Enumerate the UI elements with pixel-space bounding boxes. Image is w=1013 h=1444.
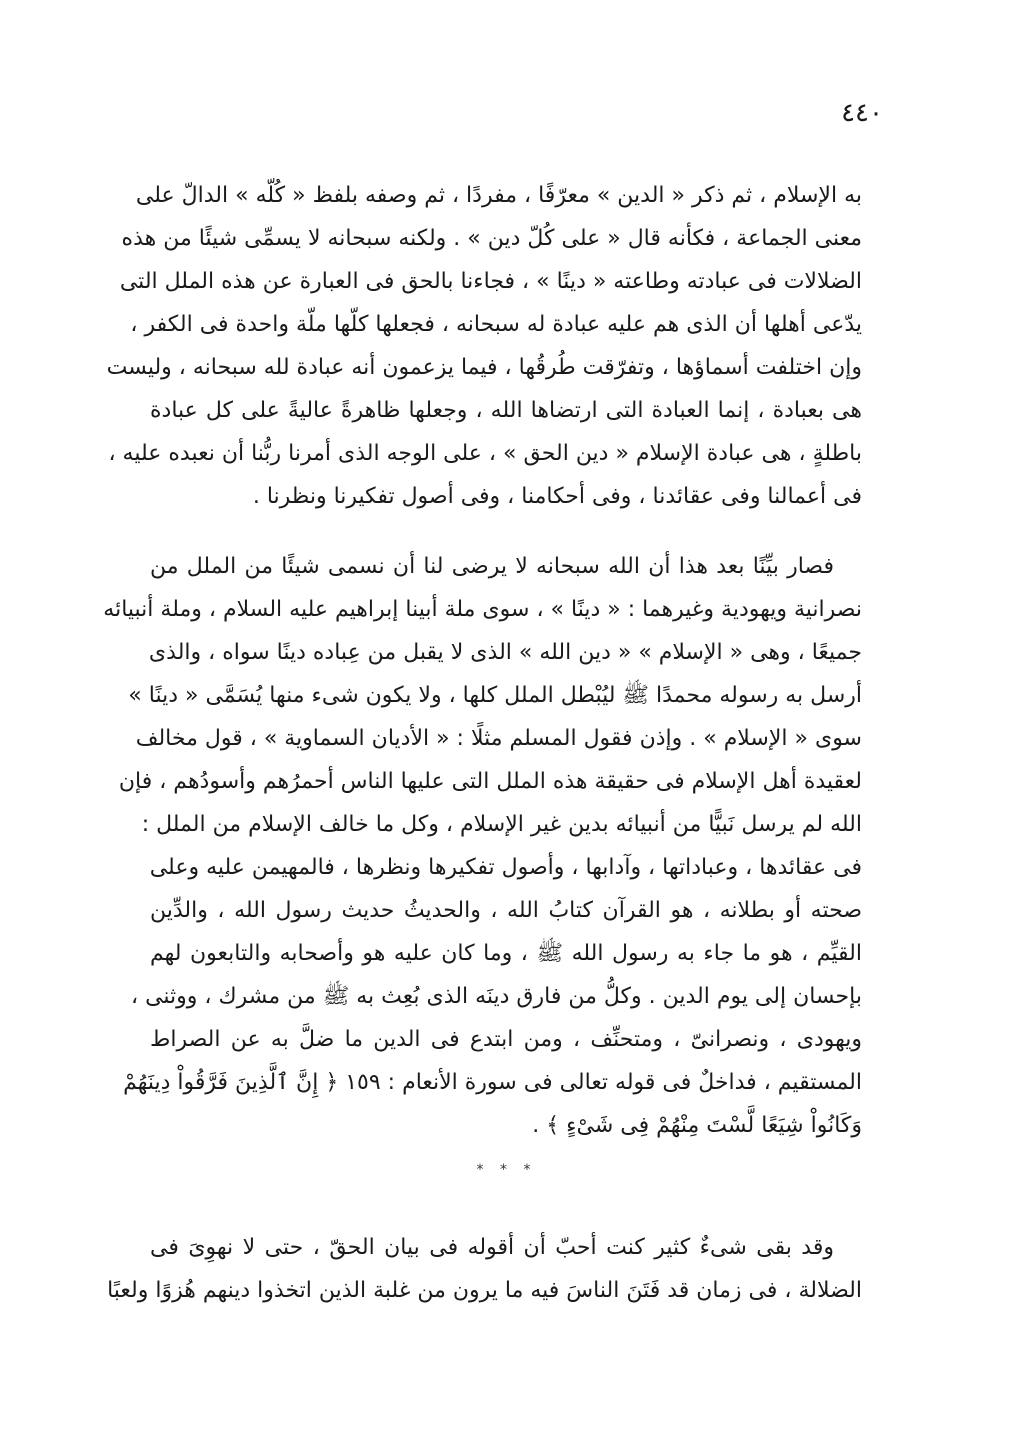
paragraph-line: وَكَانُواْ شِيَعًا لَّسْتَ مِنْهُمْ فِى شَىْءٍ ﴾ .: [532, 1113, 862, 1138]
paragraph-line: باطلةٍ ، هى عبادة الإسلام « دين الحق » ، على الوجه الذى أمرنا ربُّنا أن نعبده عليه ،: [108, 441, 862, 466]
paragraph-3: [107, 1226, 862, 1312]
paragraph-line: يدّعى أهلها أن الذى هم عليه عبادة له سبحانه ، فجعلها كلّها ملّة واحدة فى الكفر ،: [130, 312, 862, 337]
section-separator: * * *: [476, 1162, 537, 1178]
paragraph-2: [103, 545, 862, 1147]
paragraph-line: نصرانية ويهودية وغيرهما : « دينًا » ، سوى ملة أبينا إبراهيم عليه السلام ، وملة أنبيائه: [103, 597, 862, 622]
paragraph-line: هى بعبادة ، إنما العبادة التى ارتضاها الله ، وجعلها ظاهرةً عاليةً على كل عبادة: [150, 398, 862, 423]
paragraph-line: الضلالات فى عبادته وطاعته « دينًا » ، فجاءنا بالحق فى العبارة عن هذه الملل التى: [119, 269, 862, 294]
paragraph-line: القيِّم ، هو ما جاء به رسول الله ﷺ ، وما كان عليه هو وأصحابه والتابعون لهم: [150, 941, 862, 966]
paragraph-line: به الإسلام ، ثم ذكر « الدين » معرّفًا ، مفردًا ، ثم وصفه بلفظ « كُلّه » الدالّ على: [135, 183, 862, 208]
paragraph-line: المستقيم ، فداخلٌ فى قوله تعالى فى سورة الأنعام : ١٥٩ ﴿ إِنَّ ٱلَّذِينَ فَرَّقُواْ دِينَهُمْ: [123, 1070, 862, 1095]
paragraph-line: بإحسان إلى يوم الدين . وكلُّ من فارق دينَه الذى بُعِث به ﷺ من مشرك ، ووثنى ،: [130, 984, 862, 1009]
paragraph-line: أرسل به رسوله محمدًا ﷺ ليُبْطل الملل كلها ، ولا يكون شىء منها يُسَمَّى « دينًا »: [128, 683, 862, 708]
paragraph-line: وقد بقى شىءٌ كثير كنت أحبّ أن أقوله فى بيان الحقّ ، حتى لا نهوِىَ فى: [150, 1235, 834, 1260]
paragraph-line: لعقيدة أهل الإسلام فى حقيقة هذه الملل التى عليها الناس أحمرُهم وأسودُهم ، فإن: [118, 769, 862, 794]
paragraph-line: صحته أو بطلانه ، هو القرآن كتابُ الله ، والحديثُ حديث رسول الله ، والدِّين: [150, 898, 862, 923]
paragraph-line: فى عقائدها ، وعباداتها ، وآدابها ، وأصول تفكيرها ونظرها ، فالمهيمن عليه وعلى: [149, 855, 862, 880]
page-number: ٤٤٠: [841, 98, 883, 128]
paragraph-line: جميعًا ، وهى « الإسلام » « دين الله » الذى لا يقبل من عِباده دينًا سواه ، والذى: [148, 640, 862, 665]
paragraph-line: ويهودى ، ونصرانىّ ، ومتحنِّف ، ومن ابتدع فى الدين ما ضلَّ به عن الصراط: [150, 1027, 862, 1052]
paragraph-line: معنى الجماعة ، فكأنه قال « على كُلّ دين » . ولكنه سبحانه لا يسمِّى شيئًا من هذه: [121, 226, 862, 251]
paragraph-line: فى أعمالنا وفى عقائدنا ، وفى أحكامنا ، وفى أصول تفكيرنا ونظرنا .: [252, 484, 862, 509]
paragraph-line: سوى « الإسلام » . وإذن فقول المسلم مثلًا : « الأديان السماوية » ، قول مخالف: [135, 726, 862, 751]
paragraph-line: الضلالة ، فى زمان قد فَتَنَ الناسَ فيه ما يرون من غلبة الذين اتخذوا دينهم هُزوًا ولعبًا: [107, 1278, 862, 1303]
paragraph-line: الله لم يرسل نَبيًّا من أنبيائه بدين غير الإسلام ، وكل ما خالف الإسلام من الملل :: [141, 812, 862, 837]
paragraph-1: [106, 174, 862, 518]
paragraph-line: فصار بيِّنًا بعد هذا أن الله سبحانه لا يرضى لنا أن نسمى شيئًا من الملل من: [150, 554, 834, 579]
paragraph-line: وإن اختلفت أسماؤها ، وتفرّقت طُرقُها ، فيما يزعمون أنه عبادة لله سبحانه ، وليست: [106, 355, 862, 380]
